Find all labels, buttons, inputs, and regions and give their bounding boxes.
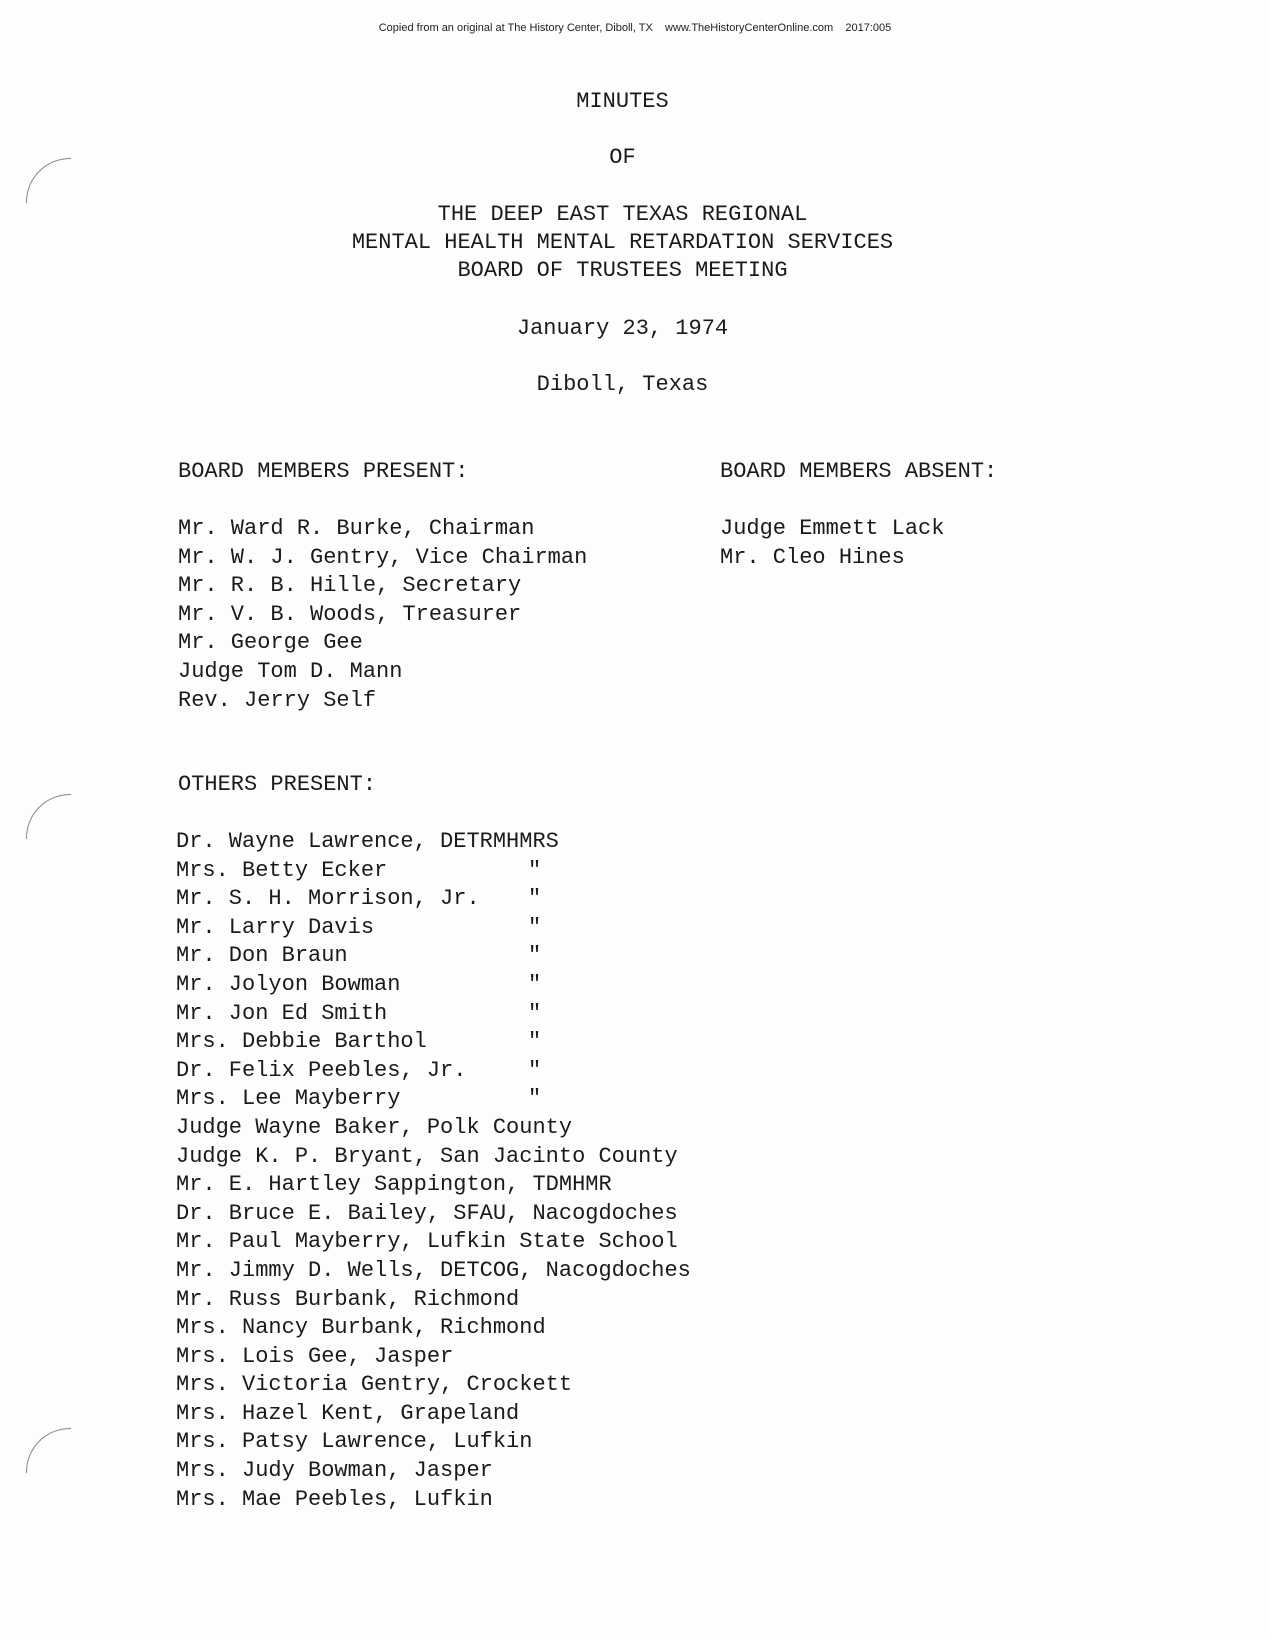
list-item: Mr. W. J. Gentry, Vice Chairman	[178, 544, 588, 570]
list-item: Dr. Bruce E. Bailey, SFAU, Nacogdoches	[176, 1200, 678, 1226]
ditto-mark: "	[528, 886, 542, 912]
list-item: Mr. George Gee	[178, 630, 363, 656]
ditto-mark: "	[528, 971, 542, 997]
list-item: Mrs. Hazel Kent, Grapeland	[176, 1400, 520, 1426]
list-item: Mr. R. B. Hille, Secretary	[178, 573, 522, 599]
attendee-name: Mr. Larry Davis	[176, 914, 375, 940]
list-item	[176, 1057, 691, 1086]
list-item: Mr. Ward R. Burke, Chairman	[178, 516, 535, 541]
meeting-place: Diboll, Texas	[536, 372, 709, 397]
meeting-date: January 23, 1974	[516, 316, 729, 341]
ditto-mark: "	[528, 943, 542, 969]
list-item: Judge Emmett Lack	[720, 516, 945, 541]
list-item	[176, 914, 691, 943]
list-item	[176, 885, 691, 914]
list-item: Mr. V. B. Woods, Treasurer	[178, 601, 522, 627]
attendee-name: Mr. Jolyon Bowman	[176, 971, 401, 997]
list-item: Mr. Russ Burbank, Richmond	[176, 1286, 520, 1312]
ditto-mark: "	[528, 1086, 542, 1112]
list-item: Mrs. Mae Peebles, Lufkin	[176, 1486, 493, 1512]
attendee-name: Mrs. Lee Mayberry	[176, 1086, 401, 1112]
attendee-name: Mr. Don Braun	[176, 943, 348, 969]
org-name-line: MENTAL HEALTH MENTAL RETARDATION SERVICES	[351, 230, 894, 255]
list-item: Mr. Cleo Hines	[720, 544, 905, 570]
list-item	[176, 942, 691, 971]
list-item	[176, 1000, 691, 1029]
doc-title-of: OF	[609, 145, 636, 170]
ditto-mark: "	[528, 1057, 542, 1083]
list-item: Mr. Jimmy D. Wells, DETCOG, Nacogdoches	[176, 1257, 691, 1283]
org-name-block	[0, 201, 1245, 285]
list-item: Rev. Jerry Self	[178, 687, 377, 713]
ditto-mark: "	[528, 1029, 542, 1055]
board-present-list	[178, 515, 587, 715]
list-item: Mrs. Judy Bowman, Jasper	[176, 1458, 493, 1484]
list-item	[176, 1028, 691, 1057]
list-item: Judge K. P. Bryant, San Jacinto County	[176, 1143, 678, 1169]
board-absent-heading: BOARD MEMBERS ABSENT:	[720, 459, 998, 484]
list-item	[176, 857, 691, 886]
list-item: Mrs. Lois Gee, Jasper	[176, 1343, 454, 1369]
list-item	[176, 1085, 691, 1114]
list-item: Judge Wayne Baker, Polk County	[176, 1114, 573, 1140]
board-present-heading: BOARD MEMBERS PRESENT:	[178, 459, 469, 484]
punch-hole-mark	[26, 1428, 71, 1473]
ditto-mark: "	[528, 857, 542, 883]
list-item	[176, 971, 691, 1000]
board-absent-list	[720, 515, 944, 572]
attendee-name: Mr. Jon Ed Smith	[176, 1000, 388, 1026]
list-item: Mr. E. Hartley Sappington, TDMHMR	[176, 1172, 612, 1198]
archive-header-note: Copied from an original at The History Center, Diboll, TX www.TheHistoryCenterOnline.com 2017:005	[378, 22, 892, 34]
list-item: Mrs. Patsy Lawrence, Lufkin	[176, 1429, 533, 1455]
list-item: Mrs. Victoria Gentry, Crockett	[176, 1372, 573, 1398]
ditto-mark: "	[528, 914, 542, 940]
others-present-heading: OTHERS PRESENT:	[178, 772, 377, 797]
attendee-name: Mrs. Betty Ecker	[176, 857, 388, 883]
ditto-mark: "	[528, 1000, 542, 1026]
attendee-name: Mrs. Debbie Barthol	[176, 1029, 427, 1055]
punch-hole-mark	[26, 794, 71, 839]
list-item: Mrs. Nancy Burbank, Richmond	[176, 1315, 546, 1341]
list-item: Judge Tom D. Mann	[178, 658, 403, 684]
list-item: Dr. Wayne Lawrence, DETRMHMRS	[176, 829, 559, 854]
doc-title-minutes: MINUTES	[576, 89, 669, 114]
list-item: Mr. Paul Mayberry, Lufkin State School	[176, 1229, 678, 1255]
attendee-name: Mr. S. H. Morrison, Jr.	[176, 886, 480, 912]
others-present-list	[176, 828, 691, 1514]
org-name-line: THE DEEP EAST TEXAS REGIONAL	[437, 202, 808, 227]
org-name-line: BOARD OF TRUSTEES MEETING	[457, 258, 788, 283]
attendee-name: Dr. Felix Peebles, Jr.	[176, 1057, 467, 1083]
